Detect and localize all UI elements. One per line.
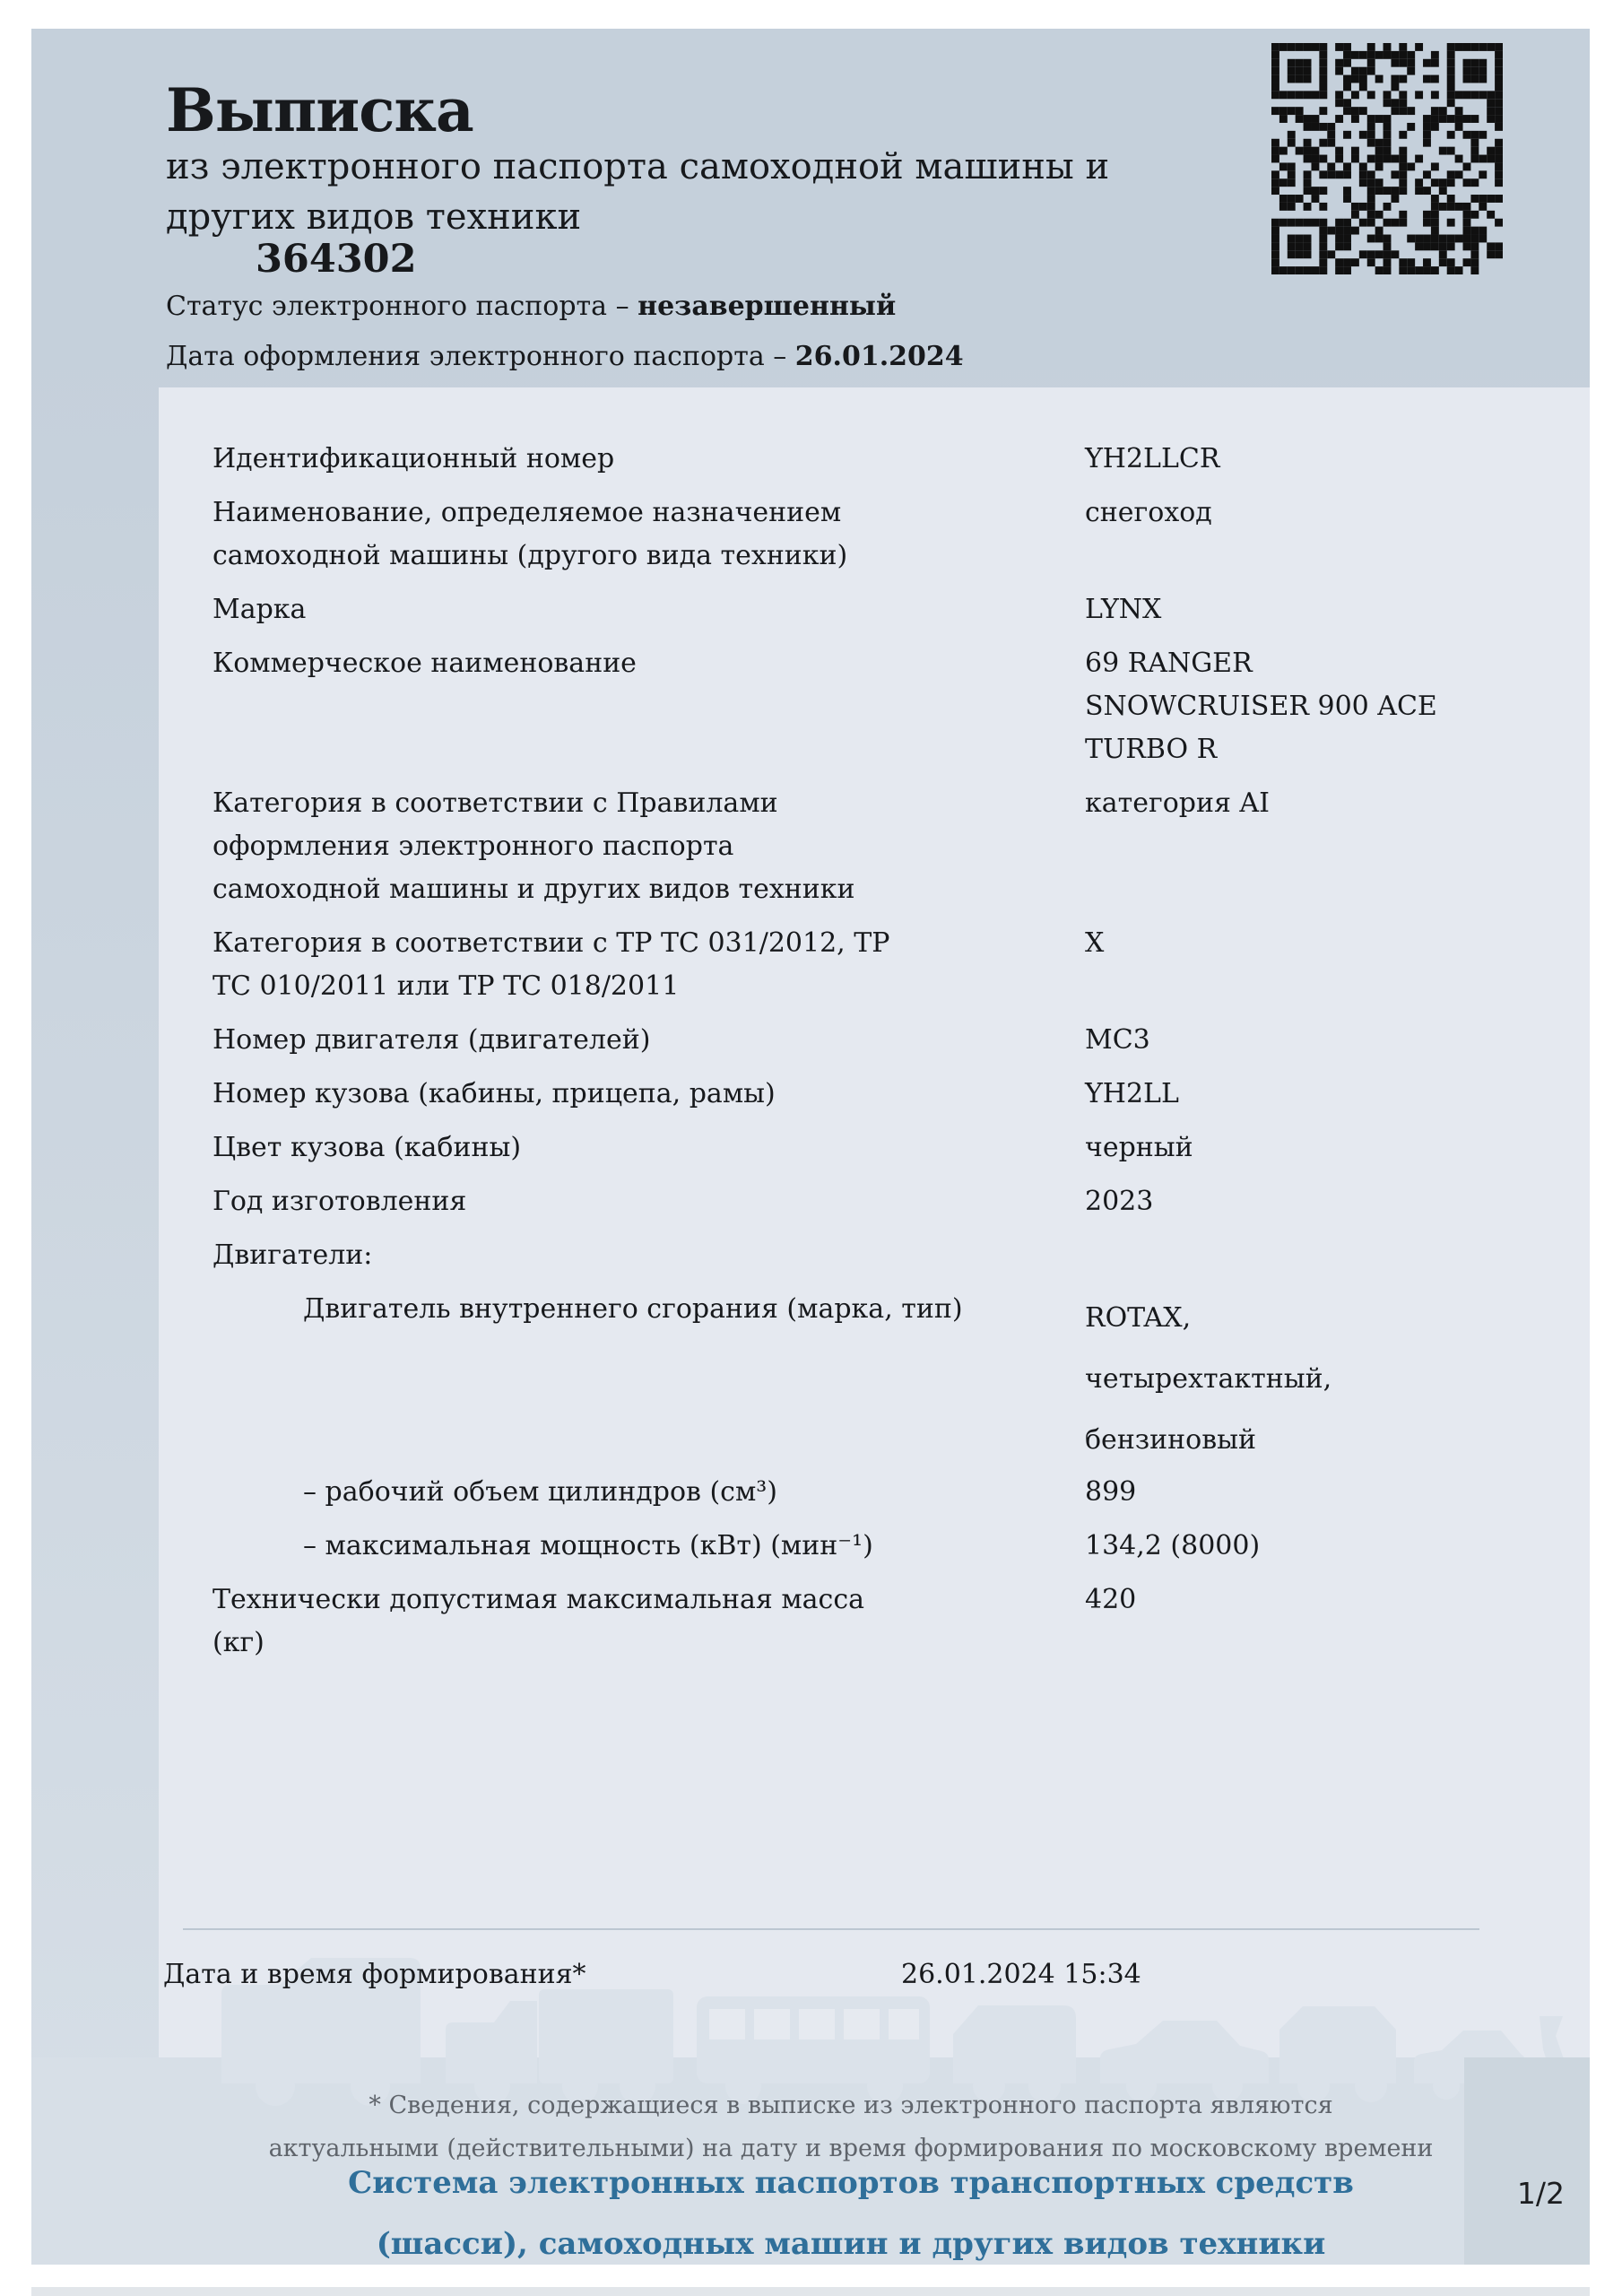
table-row — [213, 782, 1554, 911]
status-value: незавершенный — [638, 291, 897, 322]
table-row — [213, 1126, 1554, 1170]
row-label: самоходной машины и других видов техники — [213, 874, 855, 905]
issue-date-value: 26.01.2024 — [794, 341, 964, 372]
page-subtitle-line: из электронного паспорта самоходной машины и — [166, 146, 1110, 187]
row-label: оформления электронного паспорта — [213, 831, 734, 862]
row-value: YH2LL — [1085, 1078, 1179, 1109]
row-label: – максимальная мощность (кВт) (мин⁻¹) — [303, 1530, 873, 1561]
row-value: X — [1085, 927, 1105, 959]
row-label: Номер двигателя (двигателей) — [213, 1024, 651, 1056]
row-label: (кг) — [213, 1627, 265, 1658]
table-row — [213, 1019, 1554, 1062]
row-label: Технически допустимая максимальная масса — [213, 1584, 865, 1615]
row-value: YH2LLCR — [1085, 443, 1220, 474]
next-page-edge — [31, 2287, 1590, 2296]
page-title: Выписка — [166, 75, 473, 145]
table-row — [213, 491, 1554, 578]
row-value: 899 — [1085, 1476, 1137, 1508]
table-row — [213, 588, 1554, 631]
row-label: Номер кузова (кабины, прицепа, рамы) — [213, 1078, 776, 1109]
row-label: Идентификационный номер — [213, 443, 615, 474]
issue-date-line — [166, 341, 964, 372]
qr-code-icon — [1271, 43, 1503, 274]
table-row — [213, 438, 1554, 481]
row-label: Категория в соответствии с Правилами — [213, 787, 778, 819]
row-value: 2023 — [1085, 1186, 1154, 1217]
passport-extract-sheet — [31, 29, 1590, 2265]
system-name-line: Система электронных паспортов транспортных средств — [348, 2165, 1354, 2201]
row-label: Двигатели: — [213, 1239, 373, 1271]
vehicle-silhouettes-icon — [159, 1909, 1590, 2115]
table-row — [213, 1288, 1554, 1471]
row-label: Наименование, определяемое назначением — [213, 497, 842, 528]
status-label: Статус электронного паспорта – — [166, 291, 638, 322]
row-value: MC3 — [1085, 1024, 1150, 1056]
row-value: LYNX — [1085, 594, 1162, 625]
row-value: черный — [1085, 1132, 1193, 1163]
row-value: четырехтактный, — [1085, 1363, 1332, 1395]
page-subtitle — [166, 142, 1109, 242]
table-row — [213, 642, 1554, 771]
table-row — [213, 922, 1554, 1008]
page-subtitle-line: других видов техники — [166, 196, 582, 238]
system-name-line: (шасси), самоходных машин и других видов техники — [376, 2226, 1326, 2262]
row-value: 69 RANGER — [1085, 648, 1253, 679]
passport-status-line — [166, 291, 896, 322]
table-row — [213, 1471, 1554, 1514]
table-row — [213, 1525, 1554, 1568]
footnote-line: актуальными (действительными) на дату и время формирования по московскому времени — [268, 2135, 1434, 2162]
row-label: Марка — [213, 594, 307, 625]
generated-datetime-label: Дата и время формирования* — [163, 1959, 586, 1990]
generated-datetime-value: 26.01.2024 15:34 — [901, 1959, 1141, 1990]
table-row-section — [213, 1234, 1554, 1277]
row-label: самоходной машины (другого вида техники) — [213, 540, 848, 571]
passport-data-table — [159, 387, 1590, 2057]
table-row — [213, 1578, 1554, 1665]
row-value: SNOWCRUISER 900 ACE — [1085, 691, 1437, 722]
row-value: TURBO R — [1085, 734, 1218, 765]
table-row — [213, 1073, 1554, 1116]
row-label: Коммерческое наименование — [213, 648, 637, 679]
row-value: снегоход — [1085, 497, 1212, 528]
row-value: 420 — [1085, 1584, 1137, 1615]
row-label: ТС 010/2011 или ТР ТС 018/2011 — [213, 970, 680, 1002]
row-label: Категория в соответствии с ТР ТС 031/2012, ТР — [213, 927, 890, 959]
row-label: – рабочий объем цилиндров (см³) — [303, 1476, 778, 1508]
table-row — [213, 1180, 1554, 1223]
row-label: Год изготовления — [213, 1186, 467, 1217]
row-label: Цвет кузова (кабины) — [213, 1132, 522, 1163]
row-value: категория AI — [1085, 787, 1270, 819]
row-value: 134,2 (8000) — [1085, 1530, 1261, 1561]
page-indicator: 1/2 — [1516, 2176, 1565, 2211]
passport-number: 364302 — [256, 237, 417, 282]
issue-date-label: Дата оформления электронного паспорта – — [166, 341, 795, 372]
row-value: ROTAX, — [1085, 1302, 1192, 1334]
row-label: Двигатель внутреннего сгорания (марка, тип) — [303, 1293, 963, 1325]
row-value: бензиновый — [1085, 1424, 1256, 1456]
footnote-line: * Сведения, содержащиеся в выписке из электронного паспорта являются — [369, 2092, 1333, 2119]
